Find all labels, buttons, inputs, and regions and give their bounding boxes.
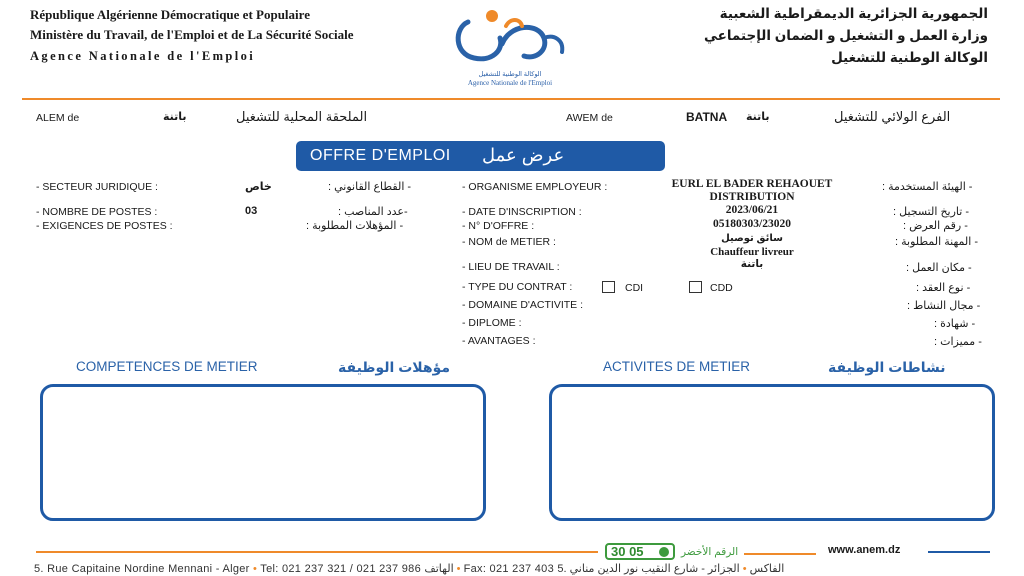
footer-divider-right xyxy=(928,551,990,553)
lieu-value: باتنة xyxy=(740,258,764,270)
awem-value-ar: باتنة xyxy=(746,111,770,123)
website[interactable]: www.anem.dz xyxy=(828,544,901,556)
contrat-ar-label: - نوع العقد : xyxy=(916,282,971,294)
banner-title-ar: عرض عمل xyxy=(482,145,565,165)
metier-label: - NOM de METIER : xyxy=(462,236,556,248)
logo-caption-fr: Agence Nationale de l'Emploi xyxy=(467,79,553,87)
cdi-checkbox[interactable] xyxy=(602,281,615,293)
date-label: - DATE D'INSCRIPTION : xyxy=(462,206,582,218)
header-fr-agency: Agence Nationale de l'Emploi xyxy=(30,49,256,63)
footer-fax: Fax: 021 237 403 xyxy=(463,563,555,575)
activites-title-ar: نشاطات الوظيفة xyxy=(828,359,946,375)
organisme-ar-label: - الهيئة المستخدمة : xyxy=(882,181,973,193)
header-ar-agency: الوكالة الوطنية للتشغيل xyxy=(831,50,988,65)
offer-banner xyxy=(296,141,665,171)
header-divider xyxy=(22,98,1000,100)
avantages-ar-label: - مميزات : xyxy=(934,336,982,348)
green-number-label: الرقم الأخضر xyxy=(681,546,739,558)
footer-address xyxy=(34,562,784,575)
footer-fax-ar: الفاكس xyxy=(749,563,785,575)
anem-logo xyxy=(440,4,580,90)
footer-divider-mid xyxy=(744,553,816,555)
contrat-label: - TYPE DU CONTRAT : xyxy=(462,281,573,293)
cdi-label: CDI xyxy=(625,282,644,294)
metier-ar-label: - المهنة المطلوبة : xyxy=(895,236,979,248)
organisme-value-2: DISTRIBUTION xyxy=(709,191,795,203)
awem-label: AWEM de xyxy=(566,112,613,124)
lieu-label: - LIEU DE TRAVAIL : xyxy=(462,261,560,273)
date-value: 2023/06/21 xyxy=(725,204,779,216)
activites-title-fr: ACTIVITES DE METIER xyxy=(603,359,751,374)
date-ar-label: - تاريخ التسجيل : xyxy=(893,206,970,218)
phone-icon xyxy=(659,547,669,557)
organisme-value-1: EURL EL BADER REHAOUET xyxy=(671,178,833,190)
offre-label: - N° D'OFFRE : xyxy=(462,220,535,232)
avantages-label: - AVANTAGES : xyxy=(462,335,536,347)
anem-logo-icon xyxy=(440,4,580,72)
footer-dot-icon: • xyxy=(453,563,464,575)
lieu-ar-label: - مكان العمل : xyxy=(906,262,972,274)
header-fr-ministry: Ministère du Travail, de l'Emploi et de La Sécurité Sociale xyxy=(30,27,354,42)
domaine-ar-label: - مجال النشاط : xyxy=(907,300,981,312)
footer-dot-icon: • xyxy=(739,563,750,575)
green-number: 30 05 xyxy=(611,544,644,559)
green-number-badge xyxy=(605,543,675,560)
footer-divider-left xyxy=(36,551,598,553)
cdd-checkbox[interactable] xyxy=(689,281,702,293)
offre-ar-label: - رقم العرض : xyxy=(903,220,968,232)
alem-ar-label: الملحقة المحلية للتشغيل xyxy=(236,109,368,124)
alem-value: باتنة xyxy=(163,111,187,123)
secteur-value: خاص xyxy=(245,181,272,193)
metier-value-ar: سائق توصيل xyxy=(721,233,783,244)
cdd-label: CDD xyxy=(710,282,733,294)
alem-label: ALEM de xyxy=(36,112,80,124)
secteur-label: - SECTEUR JURIDIQUE : xyxy=(36,181,158,193)
competences-title-ar: مؤهلات الوظيفة xyxy=(338,359,451,375)
footer-tel-ar: الهاتف xyxy=(424,563,454,575)
nombre-label: - NOMBRE DE POSTES : xyxy=(36,206,158,218)
header-ar-republic: الجمهورية الجزائرية الديمقراطية الشعبية xyxy=(719,6,988,21)
footer-dot-icon: • xyxy=(249,563,261,575)
header-ar-ministry: وزارة العمل و التشغيل و الضمان الإجتماعي xyxy=(703,28,988,43)
offre-value: 05180303/23020 xyxy=(713,218,791,230)
footer-address-ar: الجزائر - شارع النقيب نور الدين مناني .5 xyxy=(557,563,740,575)
nombre-value: 03 xyxy=(245,205,258,217)
domaine-label: - DOMAINE D'ACTIVITE : xyxy=(462,299,584,311)
diplome-ar-label: - شهادة : xyxy=(934,318,976,330)
organisme-label: - ORGANISME EMPLOYEUR : xyxy=(462,181,608,193)
header-fr-republic: République Algérienne Démocratique et Populaire xyxy=(30,7,310,22)
awem-value-fr: BATNA xyxy=(686,110,728,124)
competences-box[interactable] xyxy=(40,384,486,521)
secteur-ar-label: - القطاع القانوني : xyxy=(328,181,412,193)
footer-tel: Tel: 021 237 321 / 021 237 986 xyxy=(260,563,421,575)
exigences-label: - EXIGENCES DE POSTES : xyxy=(36,220,173,232)
nombre-ar-label: -عدد المناصب : xyxy=(338,206,408,218)
exigences-ar-label: - المؤهلات المطلوبة : xyxy=(306,220,404,232)
logo-caption-ar: الوكالة الوطنية للتشغيل xyxy=(478,71,542,78)
metier-value-fr: Chauffeur livreur xyxy=(710,246,794,258)
banner-title-fr: OFFRE D'EMPLOI xyxy=(310,147,451,164)
activites-box[interactable] xyxy=(549,384,995,521)
competences-title-fr: COMPETENCES DE METIER xyxy=(76,359,258,374)
address-fr: 5. Rue Capitaine Nordine Mennani - Alger xyxy=(34,563,250,575)
awem-ar-label: الفرع الولائي للتشغيل xyxy=(834,109,951,124)
diplome-label: - DIPLOME : xyxy=(462,317,522,329)
